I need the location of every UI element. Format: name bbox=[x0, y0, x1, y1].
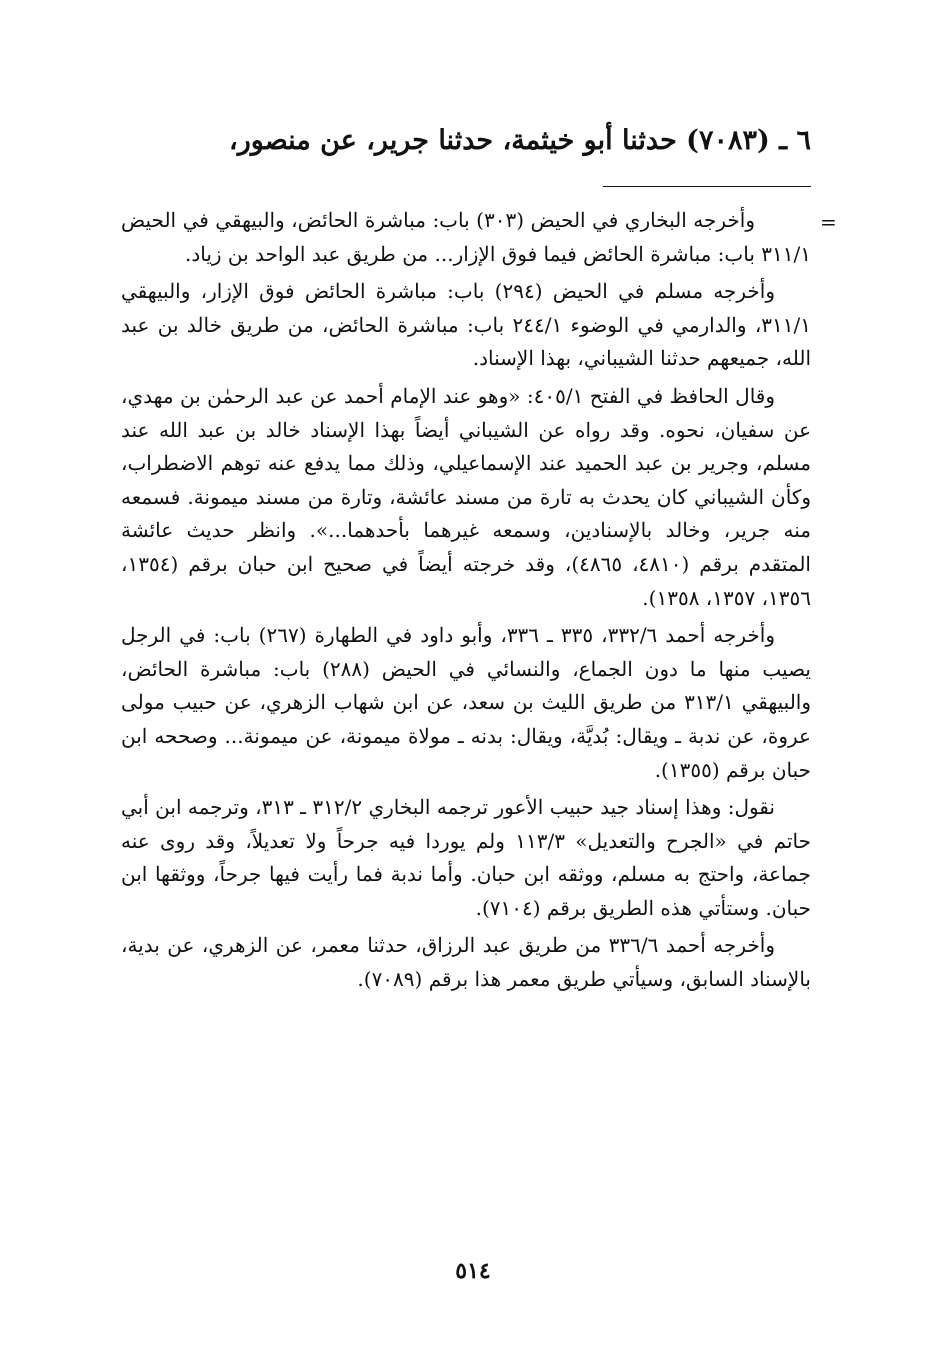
page-number: ٥١٤ bbox=[455, 1258, 491, 1284]
footnote-paragraph-4: وأخرجه أحمد ٣٣٢/٦، ٣٣٥ ـ ٣٣٦، وأبو داود في الطهارة (٢٦٧) باب: في الرجل يصيب منها ما دون الجماع، والنسائي في الحيض (٢٨٨) باب: مباشرة الحائض، والبيهقي ٣١٣/١ من طريق الليث بن سعد، عن ابن شهاب الزهري، عن حبيب مولى عروة، عن ندبة ـ ويقال: بُديَّة، ويقال: بدنه ـ مولاة ميمونة، عن ميمونة... وصححه ابن حبان برقم (١٣٥٥). bbox=[121, 623, 811, 782]
footnote-paragraph-3: وقال الحافظ في الفتح ٤٠٥/١: «وهو عند الإمام أحمد عن عبد الرحمٰن بن مهدي، عن سفيان، نحوه. وقد رواه عن الشيباني أيضاً بهذا الإسناد خالد بن عبد الله عند مسلم، وجرير بن عبد الحميد عند الإسماعيلي، وذلك مما يدفع عنه توهم الاضطراب، وكأن الشيباني كان يحدث به تارة من مسند عائشة، وتارة من مسند ميمونة. فسمعه منه جرير، وخالد بالإسنادين، وسمعه غيرهما بأحدهما...». وانظر حديث عائشة المتقدم برقم (٤٨١٠، ٤٨٦٥)، وقد خرجته أيضاً في صحيح ابن حبان برقم (١٣٥٤، ١٣٥٦، ١٣٥٧، ١٣٥٨). bbox=[121, 383, 811, 610]
footnote-continuation-mark: = bbox=[820, 210, 837, 234]
footnote-separator-rule bbox=[603, 186, 811, 187]
footnote-paragraph-6: وأخرجه أحمد ٣٣٦/٦ من طريق عبد الرزاق، حدثنا معمر، عن الزهري، عن بدية، بالإسناد السابق، وسيأتي طريق معمر هذا برقم (٧٠٨٩). bbox=[121, 933, 811, 992]
footnote-paragraph-2: وأخرجه مسلم في الحيض (٢٩٤) باب: مباشرة الحائض فوق الإزار، والبيهقي ٣١١/١، والدارمي في الوضوء ٢٤٤/١ باب: مباشرة الحائض، من طريق خالد بن عبد الله، جميعهم حدثنا الشيباني، بهذا الإسناد. bbox=[121, 279, 811, 371]
hadith-header-line: ٦ ـ (٧٠٨٣) حدثنا أبو خيثمة، حدثنا جرير، عن منصور، bbox=[229, 125, 811, 156]
footnote-paragraph-1: وأخرجه البخاري في الحيض (٣٠٣) باب: مباشرة الحائض، والبيهقي في الحيض ٣١١/١ باب: مباشرة الحائض فيما فوق الإزار... من طريق عبد الواحد بن زياد. bbox=[121, 208, 811, 266]
footnote-paragraph-5: نقول: وهذا إسناد جيد حبيب الأعور ترجمه البخاري ٣١٢/٢ ـ ٣١٣، وترجمه ابن أبي حاتم في «الجرح والتعديل» ١١٣/٣ ولم يوردا فيه جرحاً ولا تعديلاً، وقد روى عنه جماعة، واحتج به مسلم، ووثقه ابن حبان. وأما ندبة فما رأيت فيها جرحاً، ووثقها ابن حبان. وستأتي هذه الطريق برقم (٧١٠٤). bbox=[121, 795, 811, 920]
footnotes-block bbox=[121, 204, 811, 1001]
